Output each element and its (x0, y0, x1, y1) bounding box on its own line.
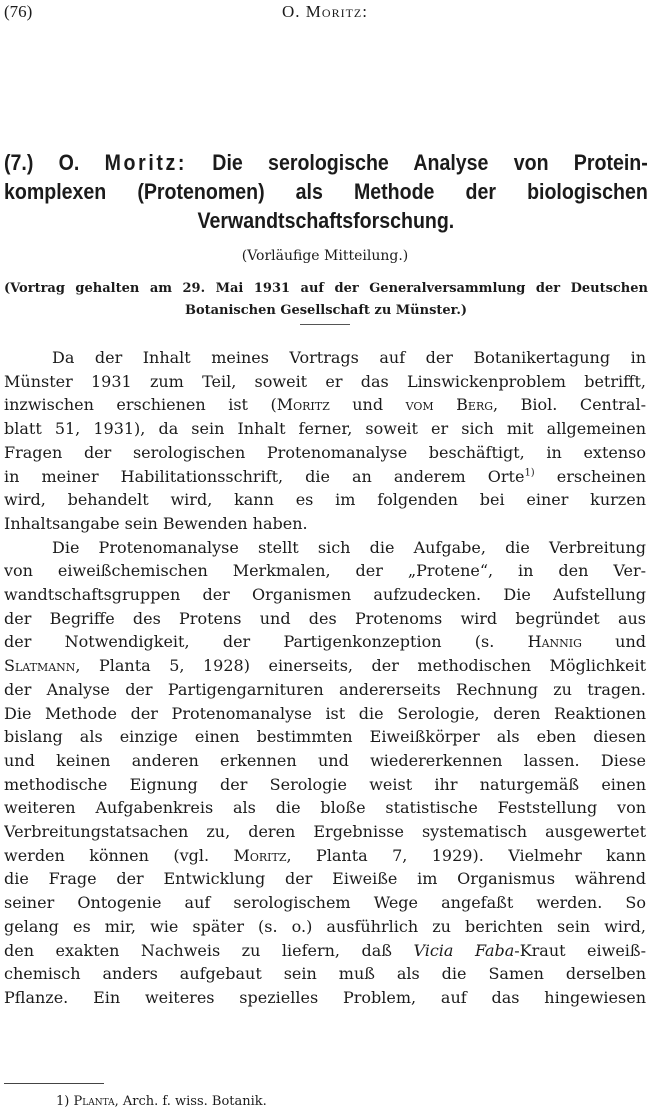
p2-line: chemisch anders aufgebaut sein muß als die Samen derselben (4, 964, 646, 984)
running-header (0, 2, 650, 24)
text-segment: erscheinen (534, 466, 646, 486)
author-name: vom Berg (405, 395, 494, 415)
p2-line: der Analyse der Partigengarnituren andererseits Rechnung zu tragen. (4, 679, 646, 699)
p2-line: bislang als einzige einen bestimmten Eiweißkörper als eben diesen (4, 727, 646, 747)
p2-line: weiteren Aufgabenkreis als die bloße statistische Feststellung von (4, 798, 646, 818)
p1-line: blatt 51, 1931), da sein Inhalt ferner, soweit er sich mit allgemeinen (4, 419, 646, 439)
article-body (4, 346, 646, 1010)
lecture-note (4, 278, 648, 322)
p2-line (4, 939, 646, 963)
p2-line (4, 654, 646, 678)
running-author: O. Moritz: (282, 2, 368, 21)
p2-line: wandtschaftsgruppen der Organismen aufzudecken. Die Aufstellung (4, 585, 646, 605)
p2-line: von eiweißchemischen Merkmalen, der „Protene“, in den Ver- (4, 561, 646, 581)
text-segment: , Biol. Central- (493, 395, 646, 415)
p2-line (4, 630, 646, 654)
p2-line: der Begriffe des Protens und des Protenoms wird begründet aus (4, 608, 646, 628)
p1-line (4, 465, 646, 489)
p2-line: und keinen anderen erkennen und wiedererkennen lassen. Diese (4, 750, 646, 770)
text-segment: werden können (vgl. (4, 845, 210, 865)
footnote-ref: 1) (524, 467, 535, 479)
footnote-marker: 1) (56, 1094, 70, 1109)
p2-line: Die Protenomanalyse stellt sich die Aufgabe, die Verbreitung (52, 537, 646, 557)
article-title (4, 148, 648, 235)
author-name: Moritz (233, 845, 287, 865)
separator-rule (300, 324, 350, 325)
p2-line: Pflanze. Ein weiteres spezielles Problem, auf das hingewiesen (4, 987, 646, 1007)
p1-line: Münster 1931 zum Teil, soweit er das Linswickenproblem betrifft, (4, 371, 646, 391)
footnote (56, 1094, 267, 1109)
lecture-note-line-2: Botanischen Gesellschaft zu Münster.) (184, 303, 468, 318)
page-number: (76) (4, 2, 33, 21)
title-line-3: Verwandtschaftsforschung. (197, 208, 455, 233)
title-line-1 (4, 148, 648, 177)
title-line-2: komplexen (Protenomen) als Methode der biologischen (4, 179, 648, 204)
p2-line (4, 844, 646, 868)
lecture-note-line-1: (Vortrag gehalten am 29. Mai 1931 auf der Generalversammlung der Deutschen (4, 281, 648, 296)
species-name: Vicia Faba (413, 940, 515, 960)
p2-line: gelang es mir, wie später (s. o.) ausführlich zu berichten sein wird, (4, 916, 646, 936)
article-subtitle: (Vorläufige Mitteilung.) (241, 248, 409, 264)
p1-line: Fragen der serologischen Protenomanalyse beschäftigt, in extenso (4, 442, 646, 462)
author-name: Slatmann (4, 656, 76, 676)
title-line-1-text: Die serologische Analyse von Protein- (212, 150, 648, 175)
footnote-journal: Planta (73, 1094, 115, 1109)
text-segment: in meiner Habilitationsschrift, die an anderem Orte (4, 466, 525, 486)
p2-line: methodische Eignung der Serologie weist ihr naturgemäß einen (4, 774, 646, 794)
p2-line: Verbreitungstatsachen zu, deren Ergebnisse systematisch ausgewertet (4, 822, 646, 842)
p2-line: seiner Ontogenie auf serologischem Wege angefaßt werden. So (4, 893, 646, 913)
p1-line: Da der Inhalt meines Vortrags auf der Botanikertagung in (52, 348, 646, 367)
text-segment: und (581, 632, 646, 652)
text-segment: den exakten Nachweis zu liefern, daß (4, 940, 392, 960)
text-segment: , Planta 7, 1929). Vielmehr kann (286, 845, 646, 865)
p2-line: die Frage der Entwicklung der Eiweiße im Organismus während (4, 869, 646, 889)
p1-line (4, 393, 646, 417)
p2-line: Die Methode der Protenomanalyse ist die Serologie, deren Reaktionen (4, 703, 646, 723)
text-segment: , Planta 5, 1928) einerseits, der methodischen Möglichkeit (75, 656, 646, 676)
text-segment: -Kraut eiweiß- (514, 940, 646, 960)
footnote-text: , Arch. f. wiss. Botanik. (114, 1094, 267, 1109)
text-segment: und (329, 395, 406, 415)
author-name: Moritz (276, 395, 330, 415)
text-segment: inzwischen erschienen ist ( (4, 395, 277, 415)
text-segment: der Notwendigkeit, der Partigenkonzeption (s. (4, 632, 495, 652)
footnote-rule (4, 1083, 104, 1084)
title-author-name: Moritz: (104, 150, 188, 175)
p1-line: Inhaltsangabe sein Bewenden haben. (4, 513, 308, 533)
title-number: (7.) (4, 150, 34, 175)
author-name: Hannig (527, 632, 582, 652)
title-author-initial: O. (58, 150, 80, 175)
p1-line: wird, behandelt wird, kann es im folgenden bei einer kurzen (4, 490, 646, 510)
